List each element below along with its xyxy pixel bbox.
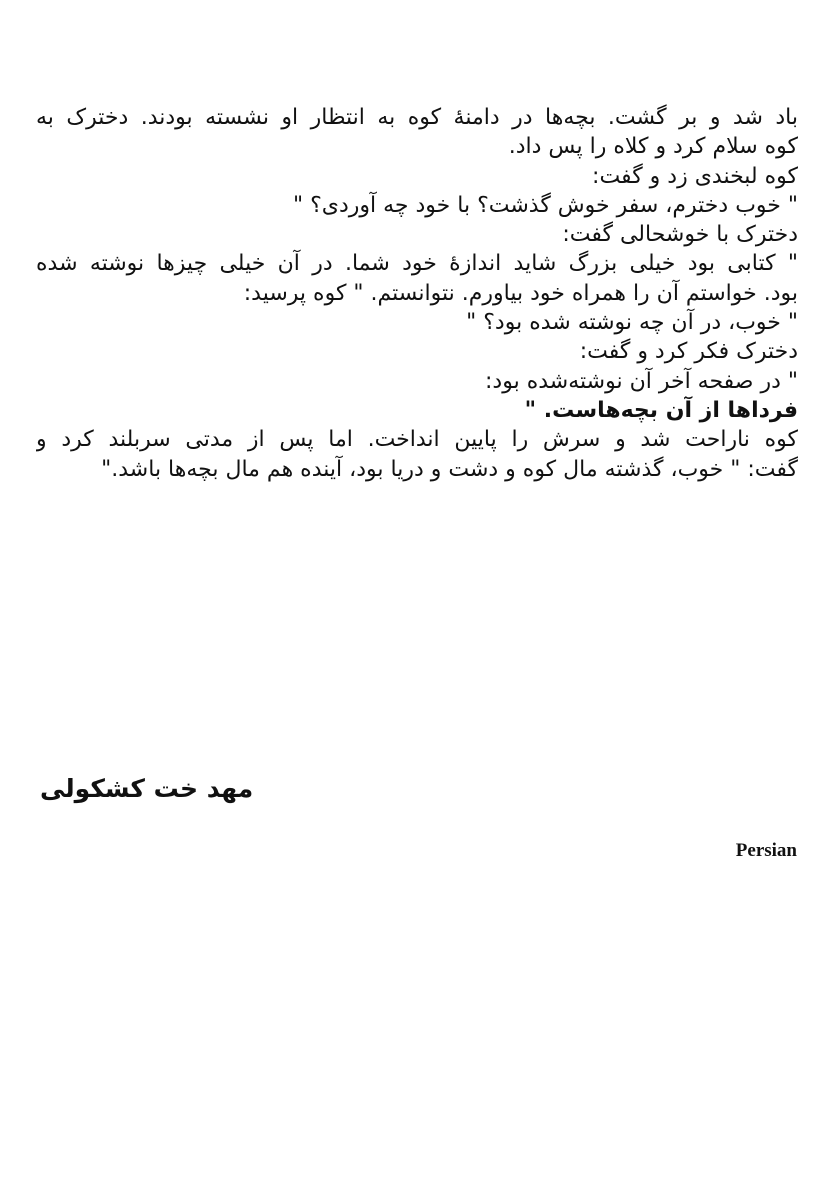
story-line: " در صفحه آخر آن نوشته‌شده بود:	[485, 368, 798, 394]
author-name: مهد خت کشکولی	[40, 774, 254, 803]
story-line: فرداها از آن بچه‌هاست. "	[524, 397, 798, 423]
language-label: Persian	[735, 840, 797, 861]
story-line: گفت: " خوب، گذشته مال کوه و دشت و دریا بود، آینده هم مال بچه‌ها باشد."	[101, 456, 798, 482]
story-line: دخترک با خوشحالی گفت:	[562, 222, 798, 248]
story-line: باد شد و بر گشت. بچه‌ها در دامنهٔ کوه به انتظار او نشسته بودند. دخترک به	[36, 105, 798, 130]
story-line: کوه ناراحت شد و سرش را پایین انداخت. اما پس از مدتی سربلند کرد و	[36, 427, 798, 453]
story-line: بود. خواستم آن را همراه خود بیاورم. نتوانستم. " کوه پرسید:	[243, 280, 798, 306]
story-line: کوه سلام کرد و کلاه را پس داد.	[508, 134, 798, 160]
story-line: " خوب دخترم، سفر خوش گذشت؟ با خود چه آوردی؟ "	[292, 192, 798, 218]
story-line: دخترک فکر کرد و گفت:	[579, 339, 798, 365]
story-line: کوه لبخندی زد و گفت:	[592, 163, 798, 189]
story-line: " کتابی بود خیلی بزرگ شاید اندازهٔ خود شما. در آن خیلی چیزها نوشته شده	[36, 251, 798, 277]
story-line: " خوب، در آن چه نوشته شده بود؟ "	[466, 310, 798, 336]
story-text	[36, 103, 798, 484]
